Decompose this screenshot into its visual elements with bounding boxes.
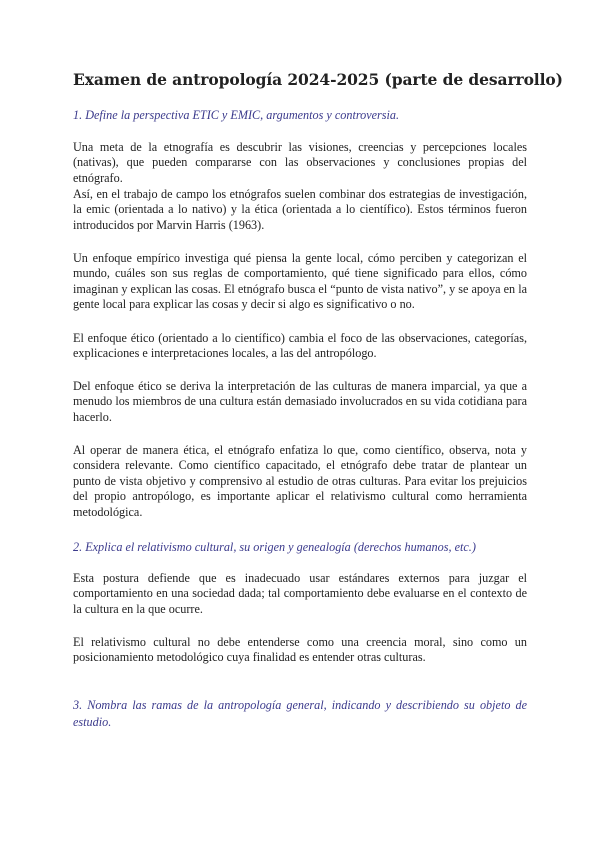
question-1: 1. Define la perspectiva ETIC y EMIC, argumentos y controversia.: [73, 108, 400, 122]
question-3: 3. Nombra las ramas de la antropología general, indicando y describiendo su objeto de estudio.: [73, 698, 527, 729]
section-2-paragraph-2: El relativismo cultural no debe entenderse como una creencia moral, sino como un posicionamiento metodológico cuya finalidad es entender otras culturas.: [73, 635, 527, 665]
section-1-paragraph-6: Al operar de manera ética, el etnógrafo enfatiza lo que, como científico, observa, nota y considera relevante. Como científico capacitado, el etnógrafo debe tratar de plantear un punto de vista objetivo y comprensivo al estudio de otras culturas. Para evitar los prejuicios del propio antropólogo, es importante aplicar el relativismo cultural como herramienta metodológica.: [73, 443, 527, 519]
question-2: 2. Explica el relativismo cultural, su origen y genealogía (derechos humanos, etc.): [73, 540, 476, 554]
section-1-paragraph-2: Así, en el trabajo de campo los etnógrafos suelen combinar dos estrategias de investigación, la emic (orientada a lo nativo) y la ética (orientada a lo científico). Estos términos fueron introducidos por Marvin Harris (1963).: [73, 187, 527, 232]
section-1-paragraph-3: Un enfoque empírico investiga qué piensa la gente local, cómo perciben y categorizan el mundo, cuáles son sus reglas de comportamiento, qué tiene significado para ellos, cómo imaginan y explican las cosas. El etnógrafo busca el “punto de vista nativo”, y se apoya en la gente local para explicar las cosas y decir si algo es significativo o no.: [73, 251, 527, 312]
section-1-paragraph-4: El enfoque ético (orientado a lo científico) cambia el foco de las observaciones, categorías, explicaciones e interpretaciones locales, a las del antropólogo.: [73, 331, 527, 361]
section-2-paragraph-1: Esta postura defiende que es inadecuado usar estándares externos para juzgar el comportamiento en una sociedad dada; tal comportamiento debe evaluarse en el contexto de la cultura en la que ocurre.: [73, 571, 527, 616]
section-1-paragraph-1: Una meta de la etnografía es descubrir las visiones, creencias y percepciones locales (nativas), que pueden compararse con las observaciones y conclusiones propias del etnógrafo.: [73, 140, 527, 185]
document-title: Examen de antropología 2024-2025 (parte de desarrollo): [73, 70, 563, 89]
section-1-paragraph-5: Del enfoque ético se deriva la interpretación de las culturas de manera imparcial, ya que a menudo los miembros de una cultura están demasiado involucrados en su vida cotidiana para hacerlo.: [73, 379, 527, 424]
